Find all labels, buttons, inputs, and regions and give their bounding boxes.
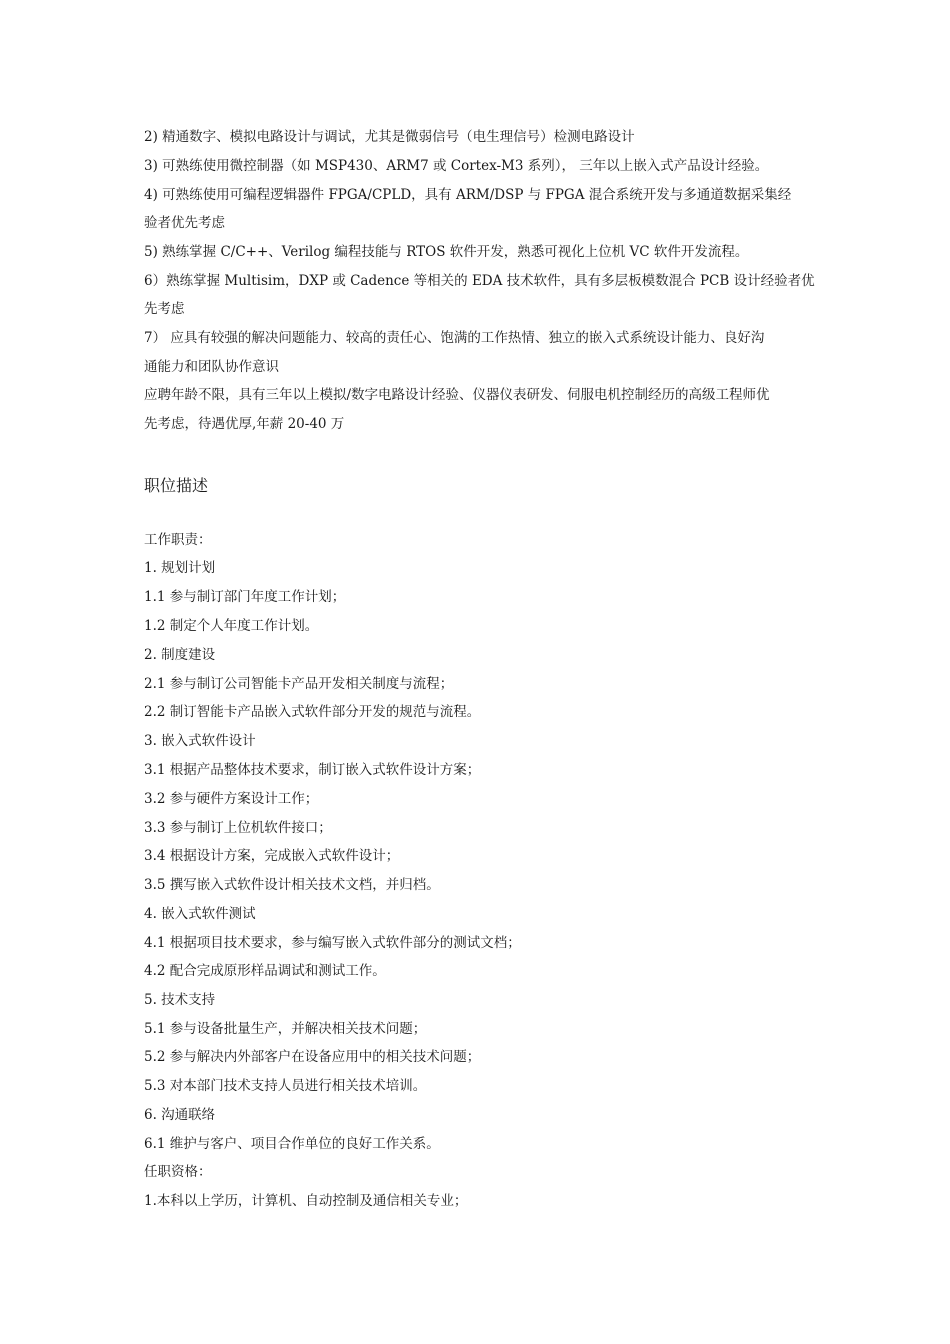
duty-line: 1.1 参与制订部门年度工作计划； [144,589,346,605]
requirement-line: 应聘年龄不限，具有三年以上模拟/数字电路设计经验、仪器仪表研发、伺服电机控制经历的高级工程师优 [144,387,770,403]
requirement-line: 3) 可熟练使用微控制器（如 MSP430、ARM7 或 Cortex-M3 系列）， 三年以上嵌入式产品设计经验。 [144,158,769,174]
requirement-line: 5) 熟练掌握 C/C++、Verilog 编程技能与 RTOS 软件开发，熟悉可视化上位机 VC 软件开发流程。 [144,244,749,260]
duty-line: 3.4 根据设计方案，完成嵌入式软件设计； [144,848,400,864]
duty-line: 工作职责： [144,532,212,548]
requirement-line: 4) 可熟练使用可编程逻辑器件 FPGA/CPLD，具有 ARM/DSP 与 FPGA 混合系统开发与多通道数据采集经 [144,187,792,203]
duty-line: 2. 制度建设 [144,647,216,663]
duty-line: 4.2 配合完成原形样品调试和测试工作。 [144,963,386,979]
duty-line: 3.3 参与制订上位机软件接口； [144,820,332,836]
requirement-line: 验者优先考虑 [144,215,225,231]
duty-line: 3.5 撰写嵌入式软件设计相关技术文档，并归档。 [144,877,440,893]
duty-line: 2.2 制订智能卡产品嵌入式软件部分开发的规范与流程。 [144,704,481,720]
duty-line: 4.1 根据项目技术要求，参与编写嵌入式软件部分的测试文档； [144,935,521,951]
section-title: 职位描述 [144,476,209,495]
requirement-line: 先考虑，待遇优厚,年薪 20-40 万 [144,416,345,432]
duty-line: 3. 嵌入式软件设计 [144,733,256,749]
requirement-line: 7） 应具有较强的解决问题能力、较高的责任心、饱满的工作热情、独立的嵌入式系统设计能力、良好沟 [144,330,765,346]
requirement-line: 6）熟练掌握 Multisim，DXP 或 Cadence 等相关的 EDA 技术软件，具有多层板模数混合 PCB 设计经验者优 [144,273,815,289]
duty-line: 6.1 维护与客户、项目合作单位的良好工作关系。 [144,1136,440,1152]
duty-line: 3.2 参与硬件方案设计工作； [144,791,319,807]
duty-line: 1. 规划计划 [144,560,216,576]
duty-line: 5.3 对本部门技术支持人员进行相关技术培训。 [144,1078,427,1094]
requirement-line: 先考虑 [144,301,185,317]
requirement-line: 2) 精通数字、模拟电路设计与调试，尤其是微弱信号（电生理信号）检测电路设计 [144,129,635,145]
duty-line: 5. 技术支持 [144,992,216,1008]
duty-line: 5.1 参与设备批量生产，并解决相关技术问题； [144,1021,427,1037]
duty-line: 1.本科以上学历，计算机、自动控制及通信相关专业； [144,1193,468,1209]
duty-line: 6. 沟通联络 [144,1107,216,1123]
requirement-line: 通能力和团队协作意识 [144,359,279,375]
duty-line: 5.2 参与解决内外部客户在设备应用中的相关技术问题； [144,1049,481,1065]
duty-line: 4. 嵌入式软件测试 [144,906,256,922]
duty-line: 2.1 参与制订公司智能卡产品开发相关制度与流程； [144,676,454,692]
duty-line: 1.2 制定个人年度工作计划。 [144,618,319,634]
duty-line: 任职资格： [144,1164,212,1180]
duty-line: 3.1 根据产品整体技术要求，制订嵌入式软件设计方案； [144,762,481,778]
